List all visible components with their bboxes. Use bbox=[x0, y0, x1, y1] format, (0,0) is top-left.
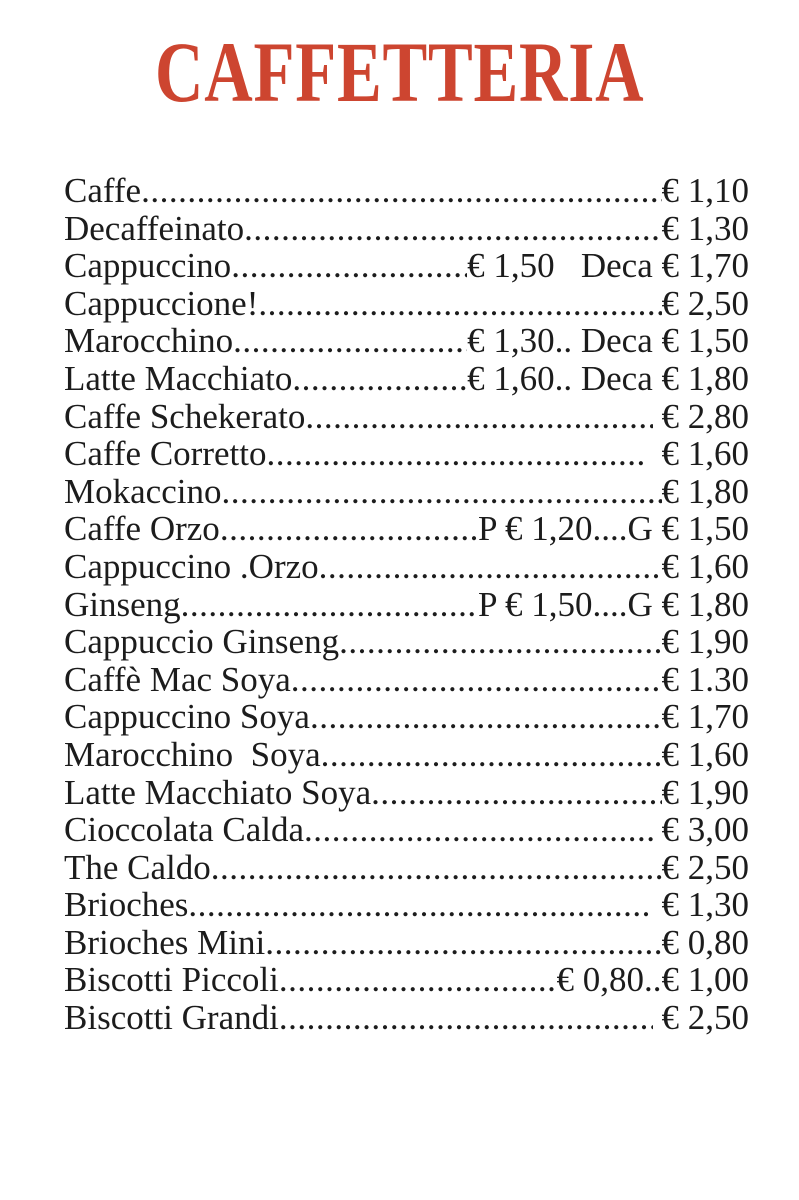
menu-item-name: Cioccolata Calda bbox=[64, 810, 305, 850]
dotted-leader bbox=[279, 999, 653, 1037]
menu-item-row bbox=[64, 924, 749, 962]
menu-item-row bbox=[64, 398, 749, 436]
menu-item-price: € 1,60 bbox=[661, 734, 749, 774]
menu-item-name: Brioches bbox=[64, 885, 189, 925]
page-title: CAFFETTERIA bbox=[154, 24, 645, 120]
dotted-leader bbox=[244, 210, 661, 248]
menu-item-price: € 2,50 bbox=[652, 998, 749, 1038]
menu-item-name: Decaffeinato bbox=[64, 208, 245, 248]
menu-item-name: Caffe Schekerato bbox=[64, 396, 306, 436]
menu-item-name: Biscotti Grandi bbox=[64, 998, 279, 1038]
menu-item-name: Ginseng bbox=[64, 584, 181, 624]
title-wrap bbox=[0, 24, 799, 120]
menu-item-price: € 1,60 bbox=[661, 546, 749, 586]
menu-item-price: € 0,80 bbox=[661, 922, 749, 962]
menu-item-price: € 1,90 bbox=[661, 772, 749, 812]
menu-item-name: Cappuccino Soya bbox=[64, 697, 310, 737]
menu-item-price: € 1,50 Deca € 1,70 bbox=[467, 246, 749, 286]
menu-item-price: € 1,80 bbox=[661, 471, 749, 511]
dotted-leader bbox=[371, 774, 661, 812]
dotted-leader bbox=[233, 322, 467, 360]
menu-item-row bbox=[64, 322, 749, 360]
menu-item-row bbox=[64, 210, 749, 248]
menu-item-name: The Caldo bbox=[64, 847, 211, 887]
menu-item-row bbox=[64, 435, 749, 473]
menu-item-price: € 1,90 bbox=[661, 622, 749, 662]
menu-item-row bbox=[64, 811, 749, 849]
menu-item-price: € 1,30 bbox=[661, 208, 749, 248]
dotted-leader bbox=[339, 623, 661, 661]
dotted-leader bbox=[231, 247, 467, 285]
menu-item-name: Cappuccino .Orzo bbox=[64, 546, 319, 586]
menu-item-name: Caffe bbox=[64, 171, 142, 210]
menu-item-name: Latte Macchiato bbox=[64, 358, 293, 398]
menu-item-row bbox=[64, 360, 749, 398]
menu-item-price: € 1,70 bbox=[661, 697, 749, 737]
menu-item-row bbox=[64, 623, 749, 661]
menu-item-name: Marocchino bbox=[64, 321, 234, 361]
menu-item-row bbox=[64, 586, 749, 624]
menu-item-name: Caffe Corretto bbox=[64, 434, 267, 474]
menu-item-price: € 3,00 bbox=[652, 810, 749, 850]
dotted-leader bbox=[310, 698, 662, 736]
dotted-leader bbox=[291, 661, 662, 699]
menu-item-row bbox=[64, 285, 749, 323]
menu-item-price: P € 1,50....G € 1,80 bbox=[478, 584, 749, 624]
menu-item-row bbox=[64, 961, 749, 999]
dotted-leader bbox=[279, 961, 557, 999]
menu-item-row bbox=[64, 999, 749, 1037]
menu-item-row bbox=[64, 172, 749, 210]
dotted-leader bbox=[319, 548, 662, 586]
menu-item-name: Latte Macchiato Soya bbox=[64, 772, 372, 812]
menu-item-price: € 0,80..€ 1,00 bbox=[556, 960, 749, 1000]
menu-item-price: € 2,50 bbox=[661, 283, 749, 323]
menu-item-price: € 1,30.. Deca € 1,50 bbox=[467, 321, 749, 361]
menu-item-price: € 1.30 bbox=[661, 659, 749, 699]
menu-list bbox=[64, 172, 749, 1037]
dotted-leader bbox=[141, 172, 661, 210]
dotted-leader bbox=[292, 360, 467, 398]
menu-item-row bbox=[64, 473, 749, 511]
menu-item-price: € 1,10 bbox=[661, 171, 749, 210]
dotted-leader bbox=[265, 924, 661, 962]
menu-item-price: € 1,60.. Deca € 1,80 bbox=[467, 358, 749, 398]
menu-item-name: Mokaccino bbox=[64, 471, 222, 511]
menu-item-name: Caffè Mac Soya bbox=[64, 659, 291, 699]
menu-item-name: Biscotti Piccoli bbox=[64, 960, 279, 1000]
menu-item-name: Brioches Mini bbox=[64, 922, 266, 962]
menu-item-name: Caffe Orzo bbox=[64, 509, 220, 549]
dotted-leader bbox=[305, 398, 652, 436]
menu-item-row bbox=[64, 774, 749, 812]
menu-item-row bbox=[64, 886, 749, 924]
menu-item-name: Cappuccio Ginseng bbox=[64, 622, 340, 662]
dotted-leader bbox=[258, 285, 661, 323]
menu-item-name: Cappuccino bbox=[64, 246, 232, 286]
dotted-leader bbox=[188, 886, 652, 924]
dotted-leader bbox=[221, 473, 661, 511]
dotted-leader bbox=[181, 586, 478, 624]
menu-item-row bbox=[64, 510, 749, 548]
menu-item-price: P € 1,20....G € 1,50 bbox=[478, 509, 749, 549]
dotted-leader bbox=[266, 435, 644, 473]
menu-item-price: € 1,30 bbox=[652, 885, 749, 925]
menu-item-row bbox=[64, 698, 749, 736]
menu-item-price: € 2,50 bbox=[661, 847, 749, 887]
menu-item-name: Marocchino Soya bbox=[64, 734, 321, 774]
menu-item-row bbox=[64, 736, 749, 774]
dotted-leader bbox=[304, 811, 653, 849]
dotted-leader bbox=[321, 736, 662, 774]
dotted-leader bbox=[211, 849, 662, 887]
menu-item-row bbox=[64, 247, 749, 285]
menu-item-row bbox=[64, 548, 749, 586]
menu-item-row bbox=[64, 661, 749, 699]
menu-item-name: Cappuccione! bbox=[64, 283, 259, 323]
menu-item-row bbox=[64, 849, 749, 887]
menu-item-price: € 2,80 bbox=[652, 396, 749, 436]
menu-item-price: € 1,60 bbox=[644, 434, 749, 474]
dotted-leader bbox=[220, 510, 478, 548]
